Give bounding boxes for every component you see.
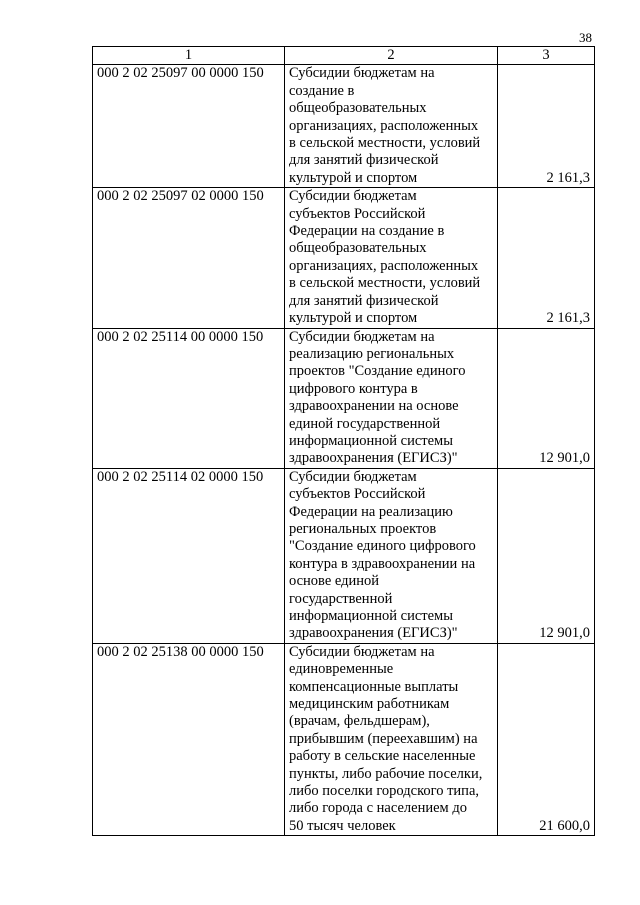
column-header-description: 2	[285, 47, 498, 65]
budget-table	[92, 46, 595, 836]
budget-code-cell: 000 2 02 25138 00 0000 150	[93, 643, 285, 835]
budget-code-cell: 000 2 02 25097 00 0000 150	[93, 65, 285, 188]
table-row	[93, 65, 595, 188]
description-cell: Субсидии бюджетам на реализацию региональных проектов "Создание единого цифрового контура в здравоохранении на основе единой государственной информационной системы здравоохранения (ЕГИСЗ)"	[285, 328, 498, 468]
page-number: 38	[579, 30, 592, 45]
table-row	[93, 328, 595, 468]
table-row	[93, 643, 595, 835]
table-row	[93, 468, 595, 643]
budget-code-cell: 000 2 02 25097 02 0000 150	[93, 188, 285, 328]
amount-cell: 2 161,3	[498, 188, 595, 328]
column-header-code: 1	[93, 47, 285, 65]
column-header-amount: 3	[498, 47, 595, 65]
description-cell: Субсидии бюджетам на единовременные компенсационные выплаты медицинским работникам (врачам, фельдшерам), прибывшим (переехавшим) на работу в сельские населенные пункты, либо рабочие поселки, либо поселки городского типа, либо города с населением до 50 тысяч человек	[285, 643, 498, 835]
header-row	[93, 47, 595, 65]
budget-code-cell: 000 2 02 25114 02 0000 150	[93, 468, 285, 643]
description-cell: Субсидии бюджетам субъектов Российской Федерации на создание в общеобразовательных организациях, расположенных в сельской местности, условий для занятий физической культурой и спортом	[285, 188, 498, 328]
table-row	[93, 188, 595, 328]
amount-cell: 12 901,0	[498, 468, 595, 643]
amount-cell: 2 161,3	[498, 65, 595, 188]
amount-cell: 12 901,0	[498, 328, 595, 468]
description-cell: Субсидии бюджетам субъектов Российской Федерации на реализацию региональных проектов "Создание единого цифрового контура в здравоохранении на основе единой государственной информационной системы здравоохранения (ЕГИСЗ)"	[285, 468, 498, 643]
description-cell: Субсидии бюджетам на создание в общеобразовательных организациях, расположенных в сельской местности, условий для занятий физической культурой и спортом	[285, 65, 498, 188]
budget-code-cell: 000 2 02 25114 00 0000 150	[93, 328, 285, 468]
amount-cell: 21 600,0	[498, 643, 595, 835]
